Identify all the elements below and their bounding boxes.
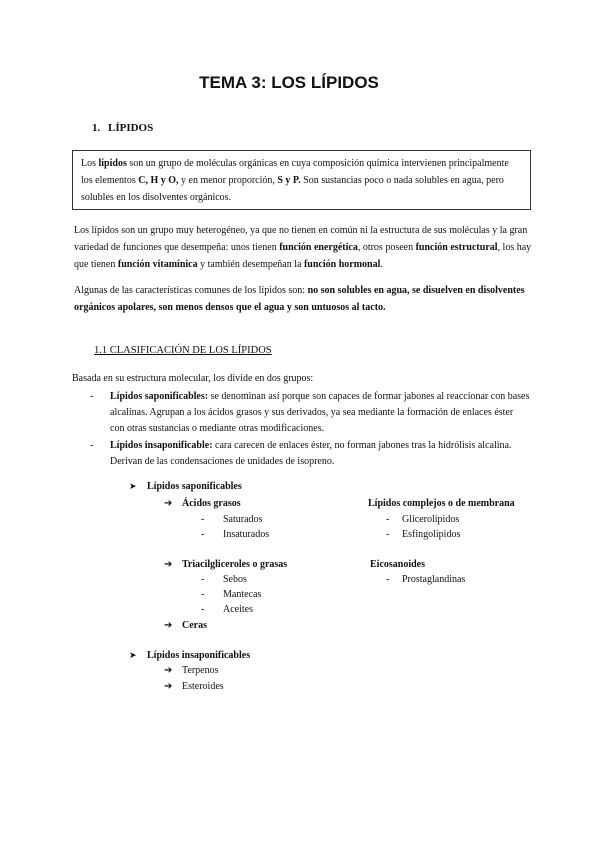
definition-text: Son sustancias poco o nada solubles en agua, pero solubles en los disolventes orgánicos. (81, 175, 504, 203)
dash-marker: - (90, 391, 94, 402)
section-title: LÍPIDOS (108, 122, 154, 134)
dash-marker: - (201, 589, 205, 600)
tree-label: Lípidos saponificables (147, 481, 242, 492)
tree-item-sebos (201, 572, 247, 587)
arrow-right-icon: ➔ (164, 620, 173, 631)
section-heading-lipidos (92, 122, 153, 134)
paragraph-bold: función hormonal (303, 259, 381, 270)
paragraph-bold: función vitamínica (117, 259, 198, 270)
tree-label: Esfingolípidos (402, 529, 461, 540)
arrow-right-icon: ➔ (164, 498, 173, 509)
dash-marker: - (201, 604, 205, 615)
tree-item-acidos-grasos (164, 496, 241, 511)
tree-label: Esteroides (182, 681, 224, 692)
paragraph-text: , los hay que tienen (74, 242, 532, 270)
list-item (90, 438, 530, 470)
paragraph-text: . (380, 259, 383, 270)
list-item-text: cara carecen de enlaces éster, no forman jabones tras la hidrólisis alcalina. Derivan de las condensaciones de unidades de isopreno. (110, 440, 512, 467)
subsection-heading-clasificacion: 1.1 CLASIFICACIÓN DE LOS LÍPIDOS (94, 345, 272, 356)
triangle-bullet-icon: ➤ (129, 481, 137, 491)
tree-item-aceites (201, 602, 253, 617)
triangle-bullet-icon: ➤ (129, 650, 137, 660)
definition-bold: S y P. (277, 175, 301, 186)
dash-marker: - (201, 514, 205, 525)
paragraph-functions (74, 222, 534, 273)
list-item-term: Lípidos saponificables: (110, 391, 209, 402)
list-item (90, 389, 530, 437)
tree-label: Aceites (223, 604, 253, 615)
paragraph-text: , otros poseen (357, 242, 416, 253)
tree-label: Ceras (182, 620, 207, 631)
arrow-right-icon: ➔ (164, 559, 173, 570)
tree-label: Lípidos complejos o de membrana (368, 498, 515, 509)
tree-item-esfingolipidos (386, 527, 460, 542)
tree-item-esteroides (164, 679, 224, 694)
list-item-term: Lípidos insaponificable: (110, 440, 213, 451)
definition-text: son un grupo de moléculas orgánicas en cuya composición química intervienen principalmente los elementos (81, 158, 509, 186)
dash-marker: - (201, 529, 205, 540)
definition-bold: C, H y O, (138, 175, 179, 186)
paragraph-bold: función energética (279, 242, 358, 253)
paragraph-characteristics (74, 282, 534, 316)
tree-label: Lípidos insaponificables (147, 650, 251, 661)
dash-marker: - (386, 529, 390, 540)
tree-label: Terpenos (182, 665, 219, 676)
tree-item-prostaglandinas (386, 572, 465, 587)
tree-label: Mantecas (223, 589, 262, 600)
tree-item-insaponificables (129, 648, 250, 663)
paragraph-bold: no son solubles en agua, se disuelven en disolventes orgánicos apolares, son menos densos que el agua y son untuosos al tacto. (74, 285, 525, 313)
tree-label: Glicerolípidos (402, 514, 460, 525)
tree-item-saturados (201, 512, 262, 527)
tree-label: Insaturados (223, 529, 270, 540)
tree-item-mantecas (201, 587, 261, 602)
tree-label: Eicosanoides (370, 559, 426, 570)
classification-list (90, 389, 530, 471)
tree-item-complejos (368, 496, 515, 511)
definition-box (72, 150, 531, 210)
section-number: 1. (92, 122, 101, 134)
paragraph-bold: función estructural (415, 242, 498, 253)
page-title: TEMA 3: LOS LÍPIDOS (199, 73, 379, 92)
dash-marker: - (386, 574, 390, 585)
dash-marker: - (386, 514, 390, 525)
arrow-right-icon: ➔ (164, 681, 173, 692)
tree-label: Saturados (223, 514, 263, 525)
definition-bold: lípidos (98, 158, 127, 169)
tree-item-saponificables (129, 479, 242, 494)
tree-label: Sebos (223, 574, 247, 585)
classification-intro: Basada en su estructura molecular, los divide en dos grupos: (72, 373, 314, 384)
tree-item-triacilgliceroles (164, 557, 287, 572)
tree-item-ceras (164, 618, 207, 633)
tree-label: Prostaglandinas (402, 574, 466, 585)
definition-text: y en menor proporción, (178, 175, 278, 186)
tree-item-eicosanoides (370, 557, 425, 572)
definition-text: Los (81, 158, 99, 169)
paragraph-text: y también desempeñan la (197, 259, 304, 270)
tree-item-insaturados (201, 527, 269, 542)
tree-item-glicerolipidos (386, 512, 459, 527)
arrow-right-icon: ➔ (164, 665, 173, 676)
tree-item-terpenos (164, 663, 219, 678)
paragraph-text: Algunas de las características comunes de los lípidos son: (74, 285, 308, 296)
tree-label: Ácidos grasos (182, 498, 241, 509)
tree-label: Triacilgliceroles o grasas (182, 559, 288, 570)
list-item-text: se denominan así porque son capaces de formar jabones al reaccionar con bases alcalinas. Agrupan a los ácidos grasos y sus derivados, ya sea mediante la formación de enlaces éster con otras sustancias o mediante otras modificaciones. (110, 391, 530, 434)
paragraph-text: Los lípidos son un grupo muy heterogéneo, ya que no tienen en común ni la estructura de sus moléculas y la gran variedad de funciones que desempeña: unos tienen (74, 225, 528, 253)
dash-marker: - (90, 440, 94, 451)
dash-marker: - (201, 574, 205, 585)
